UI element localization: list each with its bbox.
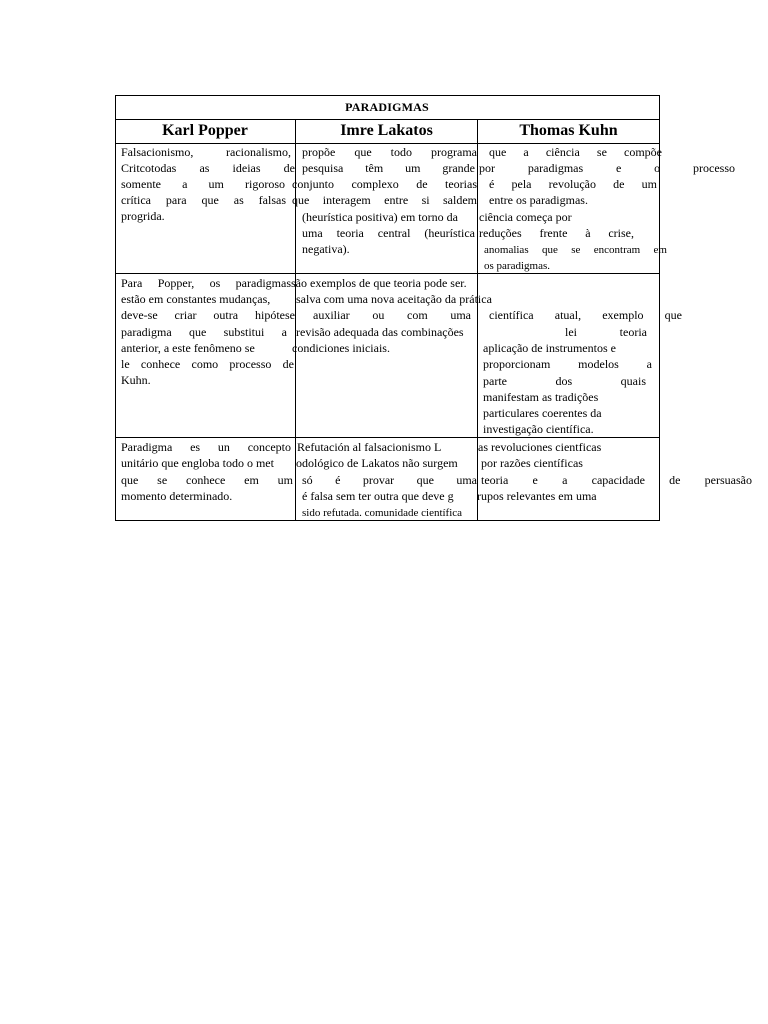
- row1-popper-line: crítica para que as falsas: [121, 193, 286, 207]
- header-karl-popper: Karl Popper: [162, 122, 248, 139]
- row2-lakatos-line: auxiliar ou com uma: [313, 308, 471, 322]
- row2-popper-line: Kuhn.: [121, 373, 151, 387]
- row1-popper-line: somente a um rigoroso: [121, 177, 285, 191]
- row2-kuhn-line: particulares coerentes da: [483, 406, 602, 420]
- row1-popper-line: Falsacionismo, racionalismo,: [121, 145, 291, 159]
- column-divider: [477, 119, 478, 521]
- row2-popper-line: anterior, a este fenômeno se: [121, 341, 255, 355]
- row3-kuhn-line: teoria e a capacidade de persuasão: [481, 473, 752, 487]
- row1-lakatos-line: conjunto complexo de teorias: [292, 177, 477, 191]
- row-divider: [115, 273, 660, 274]
- row3-lakatos-line: sido refutada. comunidade científica: [302, 507, 463, 519]
- row3-popper-line: momento determinado.: [121, 489, 233, 503]
- row3-lakatos-line: Refutación al falsacionismo L: [297, 440, 442, 454]
- row2-kuhn-line: proporcionam modelos a: [483, 357, 652, 371]
- row1-kuhn-line: ciência começa por: [479, 210, 572, 224]
- row1-lakatos-line: que interagem entre si saldem: [292, 193, 477, 207]
- row3-kuhn-line: rupos relevantes em uma: [477, 489, 597, 503]
- table-title: PARADIGMAS: [345, 99, 429, 114]
- row1-kuhn-line: reduções frente à crise,: [479, 226, 634, 240]
- row2-popper-line: paradigma que substitui a: [121, 325, 287, 339]
- row2-kuhn-line: manifestam as tradições: [483, 390, 599, 404]
- row3-lakatos-line: é falsa sem ter outra que deve g: [302, 489, 454, 503]
- header-imre-lakatos: Imre Lakatos: [340, 122, 433, 139]
- row3-popper-line: Paradigma es un concepto: [121, 440, 291, 454]
- row2-popper-line: le conhece como processo de: [121, 357, 294, 371]
- row2-lakatos-line: são exemplos de que teoria pode ser.: [291, 276, 467, 290]
- row2-popper-line: deve-se criar outra hipótese: [121, 308, 295, 322]
- row2-popper-line: Para Popper, os paradigmas: [121, 276, 291, 290]
- row1-kuhn-line: anomalias que se encontram em: [484, 244, 667, 256]
- row1-lakatos-line: negativa).: [302, 242, 350, 256]
- row1-kuhn-line: por paradigmas e o processo: [479, 161, 735, 175]
- row2-kuhn-line: lei teoria: [565, 325, 647, 339]
- row3-kuhn-line: as revoluciones cientficas: [478, 440, 602, 454]
- row2-kuhn-line: aplicação de instrumentos e: [483, 341, 616, 355]
- row1-lakatos-line: pesquisa têm um grande: [302, 161, 475, 175]
- row2-kuhn-line: investigação científica.: [483, 422, 594, 436]
- row2-popper-line: estão em constantes mudanças,: [121, 292, 271, 306]
- row1-kuhn-line: é pela revolução de um: [489, 177, 657, 191]
- row1-lakatos-line: (heurística positiva) em torno da: [302, 210, 458, 224]
- row-divider: [115, 437, 660, 438]
- row3-popper-line: que se conhece em um: [121, 473, 293, 487]
- row3-popper-line: unitário que engloba todo o met: [121, 456, 274, 470]
- row3-lakatos-line: só é provar que uma: [302, 473, 477, 487]
- row3-lakatos-line: odológico de Lakatos não surgem: [296, 456, 458, 470]
- row2-lakatos-line: salva com uma nova aceitação da prática: [296, 292, 492, 306]
- row1-kuhn-line: entre os paradigmas.: [489, 193, 588, 207]
- row1-kuhn-line: que a ciência se compõe: [489, 145, 662, 159]
- row3-kuhn-line: por razões científicas: [481, 456, 583, 470]
- row1-popper-line: Critcotodas as ideias de: [121, 161, 295, 175]
- row2-lakatos-line: revisão adequada das combinações: [296, 325, 464, 339]
- row1-popper-line: progrida.: [121, 209, 165, 223]
- row1-lakatos-line: uma teoria central (heurística: [302, 226, 475, 240]
- header-thomas-kuhn: Thomas Kuhn: [519, 122, 618, 139]
- row2-kuhn-line: parte dos quais: [483, 374, 646, 388]
- row2-kuhn-line: científica atual, exemplo que: [489, 308, 682, 322]
- row2-lakatos-line: condiciones iniciais.: [292, 341, 390, 355]
- row1-lakatos-line: propõe que todo programa: [302, 145, 477, 159]
- row1-kuhn-line: os paradigmas.: [484, 260, 550, 272]
